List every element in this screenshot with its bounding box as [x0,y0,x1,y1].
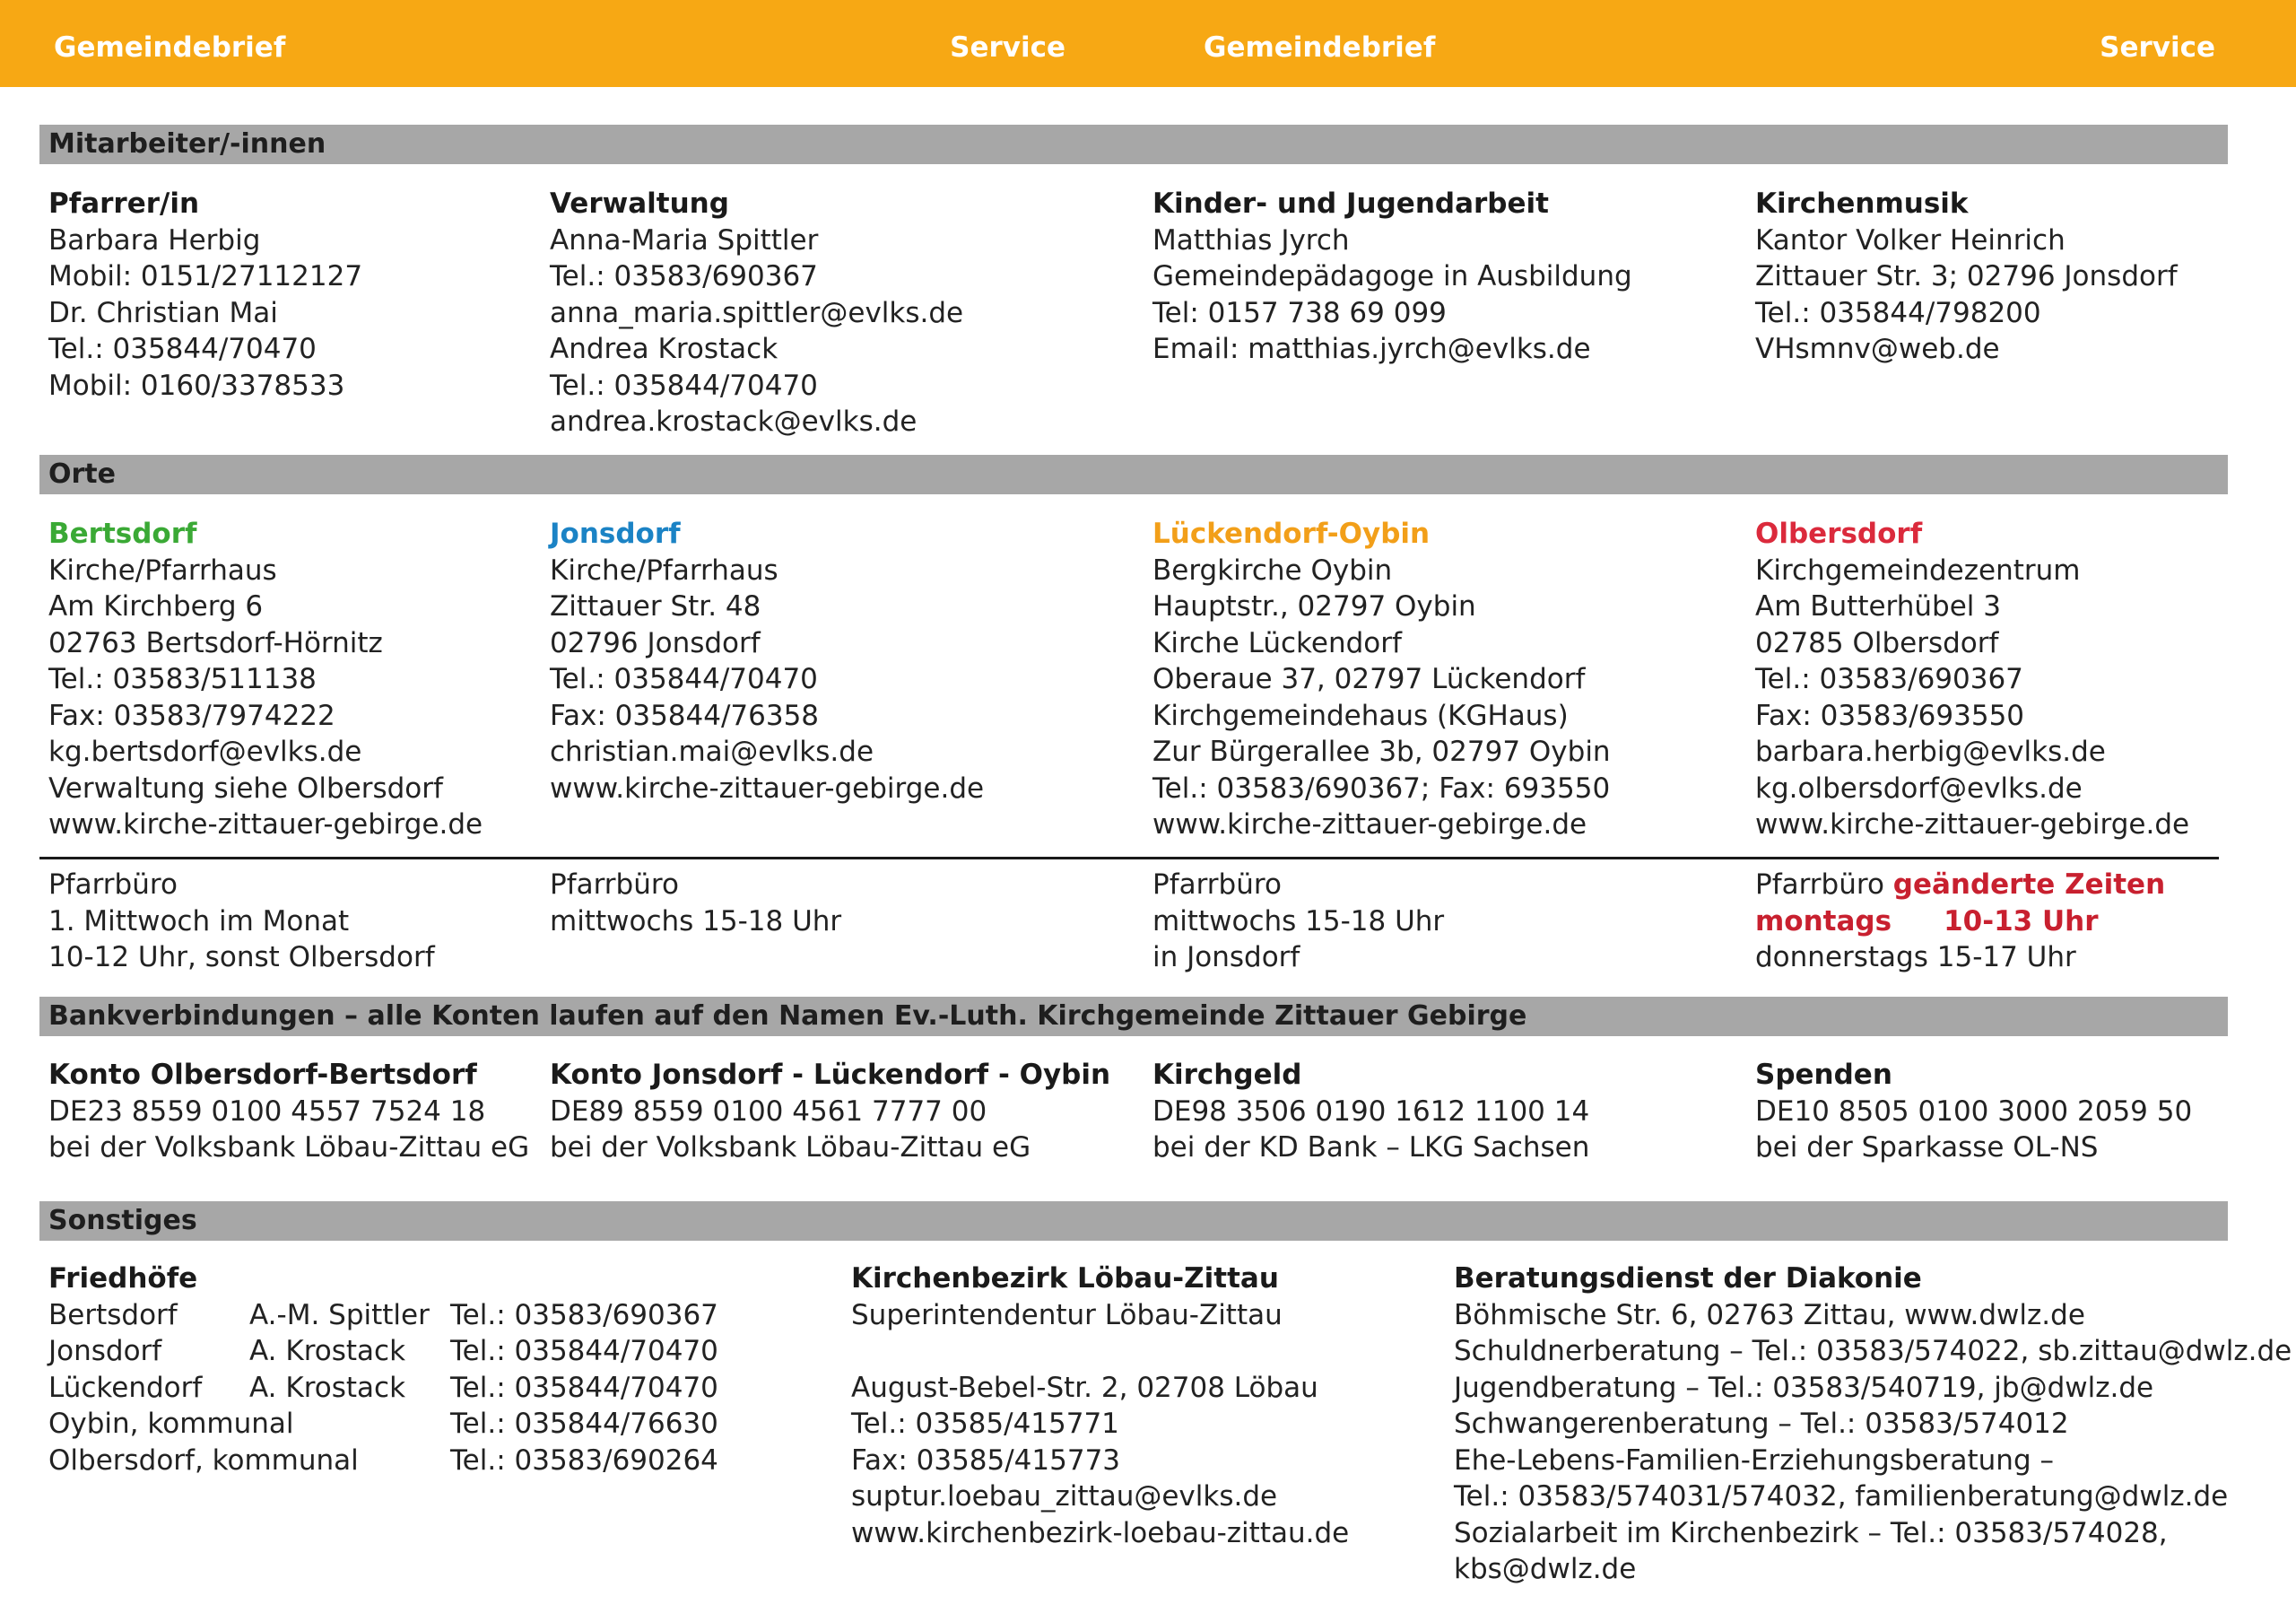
staff-line: Andrea Krostack [550,333,778,365]
diakonie [1454,1260,2292,1588]
place-line: www.kirche-zittauer-gebirge.de [1755,808,2190,841]
staff-line: Anna-Maria Spittler [550,223,819,257]
section-bank [39,997,2228,1036]
office-olbersdorf [1755,867,2165,976]
staff-line: Mobil: 0151/27112127 [48,260,363,292]
cemeteries [48,1260,766,1478]
place-line: www.kirche-zittauer-gebirge.de [1152,808,1587,841]
staff-line: Tel.: 035844/798200 [1755,296,2041,329]
diakonie-line: Schwangerenberatung – Tel.: 03583/574012 [1454,1408,2069,1440]
cemetery-row [48,1297,766,1334]
cemeteries-heading: Friedhöfe [48,1262,198,1295]
office-line-olbersdorf-1 [1755,867,2165,903]
section-misc-title: Sonstiges [48,1205,197,1236]
bank-account-3 [1152,1057,1589,1166]
staff-col-pastor [48,186,362,404]
staff-line: Zittauer Str. 3; 02796 Jonsdorf [1755,260,2178,292]
church-district [851,1260,1349,1551]
diakonie-line: Schuldnerberatung – Tel.: 03583/574022, sb.zittau@dwlz.de [1454,1335,2292,1367]
office-line: mittwochs 15-18 Uhr [1152,904,1445,937]
staff-heading: Verwaltung [550,187,729,220]
place-line: Tel.: 03583/690367 [1755,663,2023,695]
bank-name: bei der Volksbank Löbau-Zittau eG [550,1131,1031,1164]
cemetery-place: Oybin, kommunal [48,1408,294,1440]
place-line: Zittauer Str. 48 [550,590,761,623]
place-line: Kirche Lückendorf [1152,626,1402,659]
staff-line: Matthias Jyrch [1152,223,1350,257]
place-lueckendorf-oybin [1152,516,1611,843]
place-line: christian.mai@evlks.de [550,736,874,768]
cemetery-row [48,1370,766,1407]
staff-line: Kantor Volker Heinrich [1755,223,2066,257]
place-line: Fax: 03583/693550 [1755,699,2025,732]
section-staff [39,125,2228,164]
diakonie-line: Jugendberatung – Tel.: 03583/540719, jb@dwlz.de [1454,1371,2154,1404]
office-line-olbersdorf-2 [1755,903,2165,940]
diakonie-line: Ehe-Lebens-Familien-Erziehungsberatung – [1454,1443,2054,1477]
place-line: Tel.: 03583/511138 [48,663,317,695]
staff-heading: Pfarrer/in [48,187,200,220]
header-bar [0,0,2296,87]
staff-col-music [1755,186,2178,368]
staff-line: Dr. Christian Mai [48,296,278,329]
cemetery-person: A. Krostack [249,1371,406,1404]
place-bertsdorf [48,516,483,843]
place-line: Kirche/Pfarrhaus [550,554,778,587]
cemetery-person: A.-M. Spittler [249,1298,430,1331]
place-line: www.kirche-zittauer-gebirge.de [550,772,985,805]
section-misc [39,1201,2228,1241]
place-name: Bertsdorf [48,518,197,550]
district-spacer [851,1333,1349,1370]
place-line: Kirche/Pfarrhaus [48,554,277,587]
staff-heading: Kirchenmusik [1755,187,1969,220]
cemetery-place: Lückendorf [48,1371,203,1404]
staff-line: Gemeindepädagoge in Ausbildung [1152,260,1632,292]
bank-name: bei der Volksbank Löbau-Zittau eG [48,1131,530,1164]
cemetery-phone: Tel.: 035844/76630 [450,1408,718,1440]
cemetery-person: A. Krostack [249,1335,406,1367]
diakonie-line: Böhmische Str. 6, 02763 Zittau, www.dwlz.de [1454,1298,2085,1331]
office-line: Pfarrbüro [1152,868,1282,901]
cemetery-phone: Tel.: 035844/70470 [450,1335,718,1367]
cemetery-row [48,1333,766,1370]
office-line: mittwochs 15-18 Uhr [550,904,842,937]
staff-line: Tel.: 03583/690367 [550,260,818,292]
bank-iban: DE10 8505 0100 3000 2059 50 [1755,1094,2193,1128]
place-name: Jonsdorf [550,518,681,550]
staff-line: Email: matthias.jyrch@evlks.de [1152,333,1591,365]
place-line: www.kirche-zittauer-gebirge.de [48,808,483,841]
office-lueckendorf-oybin [1152,867,1444,976]
cemetery-phone: Tel.: 03583/690367 [450,1298,718,1331]
office-label: Pfarrbüro [1755,868,1884,901]
place-jonsdorf [550,516,984,807]
bank-heading: Konto Olbersdorf-Bertsdorf [48,1059,477,1091]
district-line: August-Bebel-Str. 2, 02708 Löbau [851,1371,1318,1404]
place-line: Fax: 03583/7974222 [48,699,335,732]
place-line: kg.bertsdorf@evlks.de [48,736,362,768]
place-line: Bergkirche Oybin [1152,554,1393,587]
office-time: 10-13 Uhr [1944,904,2099,937]
section-places [39,455,2228,494]
staff-col-youth [1152,186,1632,368]
place-line: Oberaue 37, 02797 Lückendorf [1152,663,1586,695]
bank-name: bei der KD Bank – LKG Sachsen [1152,1131,1590,1164]
place-line: Am Kirchberg 6 [48,590,264,623]
header-left-section: Service [950,31,1065,64]
section-bank-title: Bankverbindungen – alle Konten laufen auf den Namen Ev.-Luth. Kirchgemeinde Zittauer Gebirge [48,1000,1527,1032]
diakonie-line: Tel.: 03583/574031/574032, familienberatung@dwlz.de [1454,1480,2229,1513]
cemetery-place: Bertsdorf [48,1298,178,1331]
bank-iban: DE89 8559 0100 4561 7777 00 [550,1094,987,1128]
bank-iban: DE98 3506 0190 1612 1100 14 [1152,1094,1590,1128]
office-line: Pfarrbüro [48,868,178,901]
office-bertsdorf [48,867,435,976]
place-line: 02763 Bertsdorf-Hörnitz [48,626,383,659]
bank-name: bei der Sparkasse OL-NS [1755,1131,2099,1164]
office-line: 10-12 Uhr, sonst Olbersdorf [48,941,435,973]
staff-line: Barbara Herbig [48,223,261,257]
cemetery-place: Olbersdorf, kommunal [48,1443,359,1477]
district-line: suptur.loebau_zittau@evlks.de [851,1480,1278,1513]
cemetery-phone: Tel.: 035844/70470 [450,1371,718,1404]
diakonie-line: kbs@dwlz.de [1454,1553,1637,1585]
diakonie-heading: Beratungsdienst der Diakonie [1454,1262,1922,1295]
office-jonsdorf [550,867,841,939]
cemetery-row [48,1406,766,1443]
bank-heading: Spenden [1755,1059,1892,1091]
place-line: Tel.: 035844/70470 [550,663,818,695]
place-olbersdorf [1755,516,2189,843]
staff-line: Mobil: 0160/3378533 [48,369,345,402]
staff-line: Tel.: 035844/70470 [550,369,818,402]
section-staff-title: Mitarbeiter/-innen [48,128,326,160]
district-line: Fax: 03585/415773 [851,1443,1121,1477]
district-line: Tel.: 03585/415771 [851,1408,1119,1440]
bank-account-4 [1755,1057,2192,1166]
header-right-title: Gemeindebrief [1204,31,1436,64]
office-notice: geänderte Zeiten [1892,868,2166,901]
place-name: Olbersdorf [1755,518,1923,550]
bank-heading: Konto Jonsdorf - Lückendorf - Oybin [550,1059,1111,1091]
district-line: Superintendentur Löbau-Zittau [851,1298,1283,1331]
place-line: Zur Bürgerallee 3b, 02797 Oybin [1152,736,1611,768]
staff-line: Tel: 0157 738 69 099 [1152,296,1447,329]
bank-heading: Kirchgeld [1152,1059,1302,1091]
place-line: kg.olbersdorf@evlks.de [1755,772,2083,805]
office-line: in Jonsdorf [1152,941,1300,973]
place-line: barbara.herbig@evlks.de [1755,736,2106,768]
place-line: Tel.: 03583/690367; Fax: 693550 [1152,772,1611,805]
office-line: donnerstags 15-17 Uhr [1755,941,2076,973]
place-line: 02785 Olbersdorf [1755,626,1999,659]
staff-line: VHsmnv@web.de [1755,333,2000,365]
place-line: 02796 Jonsdorf [550,626,761,659]
staff-heading: Kinder- und Jugendarbeit [1152,187,1549,220]
cemetery-place: Jonsdorf [48,1335,162,1367]
district-line: www.kirchenbezirk-loebau-zittau.de [851,1516,1350,1549]
diakonie-line: Sozialarbeit im Kirchenbezirk – Tel.: 03583/574028, [1454,1516,2168,1549]
header-right-section: Service [2100,31,2215,64]
staff-line: Tel.: 035844/70470 [48,333,317,365]
section-places-title: Orte [48,458,116,490]
district-heading: Kirchenbezirk Löbau-Zittau [851,1262,1279,1295]
places-divider [39,857,2219,859]
place-line: Fax: 035844/76358 [550,699,820,732]
staff-line: anna_maria.spittler@evlks.de [550,296,964,329]
place-line: Am Butterhübel 3 [1755,590,2001,623]
office-day: montags [1755,904,1892,937]
cemetery-phone: Tel.: 03583/690264 [450,1443,718,1477]
office-line: Pfarrbüro [550,868,679,901]
place-line: Kirchgemeindehaus (KGHaus) [1152,699,1569,732]
bank-account-2 [550,1057,1110,1166]
staff-line: andrea.krostack@evlks.de [550,406,918,438]
place-line: Verwaltung siehe Olbersdorf [48,772,443,805]
staff-col-admin [550,186,963,440]
office-line: 1. Mittwoch im Monat [48,904,350,937]
place-line: Kirchgemeindezentrum [1755,554,2081,587]
bank-iban: DE23 8559 0100 4557 7524 18 [48,1094,486,1128]
header-left-title: Gemeindebrief [54,31,286,64]
place-name: Lückendorf-Oybin [1152,518,1431,550]
cemetery-row [48,1443,766,1479]
place-line: Hauptstr., 02797 Oybin [1152,590,1476,623]
bank-account-1 [48,1057,529,1166]
